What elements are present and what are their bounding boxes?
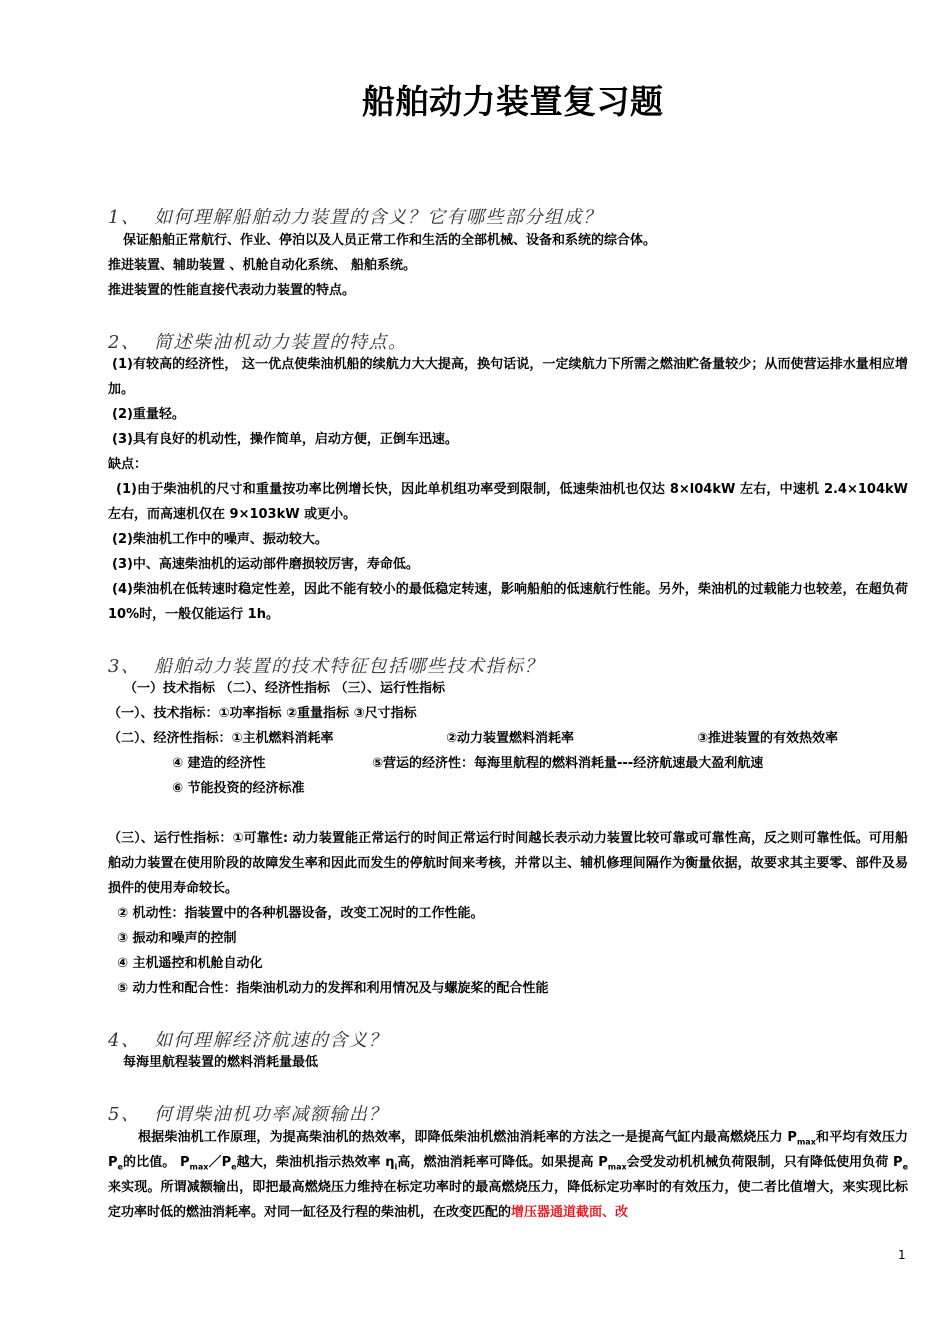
question-number: 4、 <box>108 1030 141 1051</box>
question-number: 1、 <box>108 207 141 228</box>
disadvantage-4: (4)柴油机在低转速时稳定性差，因此不能有较小的最低稳定转速，影响船舶的低速航行性能。另外，柴油机的过载能力也较差，在超负荷 10%时，一般仅能运行 1h。 <box>108 582 908 622</box>
answer-5-paragraph: 根据柴油机工作原理，为提高柴油机的热效率，即降低柴油机燃油消耗率的方法之一是提高气缸内最高燃烧压力 $P_{max}$和平均有效压力 $P_e$的比值。 $P_{max}/P_e$越大，柴油机指示热效率 $\eta_i$高，燃油消耗率可降低。如果提高 $P_{max}$会受发动机机械负荷限制，只有降低使用负荷 $P_e$来实现。所谓减额输出，即把最高燃烧压力维持在标定功率时的最高燃烧压力，降低标定功率时的有效压力，使二者比值增大，来实现比标定功率时低的燃油消耗率。对同一缸径及行程的柴油机，在改变匹配的增压器通道截面、改 <box>108 1130 909 1220</box>
question-text: 如何理解经济航速的含义？ <box>154 1030 388 1051</box>
question-number: 5、 <box>108 1104 141 1125</box>
operational-indicator-1: （三）、运行性指标：①可靠性: 动力装置能正常运行的时间正常运行时间越长表示动力装置比较可靠或可靠性高，反之则可靠性低。可用船舶动力装置在使用阶段的故障发生率和因此而发生的停航时间来考核，并常以主、辅机修理间隔作为衡量依据，故要求其主要零、部件及易损件的使用寿命较长。 <box>108 831 908 896</box>
question-text: 简述柴油机动力装置的特点。 <box>154 332 408 353</box>
disadvantages-label: 缺点： <box>108 457 148 472</box>
question-3 <box>108 652 544 678</box>
economic-indicator-1: （二）、经济性指标：①主机燃料消耗率 <box>108 731 334 746</box>
question-5 <box>108 1100 388 1126</box>
operational-indicator-3: ③ 振动和噪声的控制 <box>117 931 237 946</box>
technical-indicators: （一）、技术指标：①功率指标 ②重量指标 ③尺寸指标 <box>108 706 417 721</box>
question-text: 何谓柴油机功率减额输出？ <box>154 1104 388 1125</box>
operational-indicator-4: ④ 主机遥控和机舱自动化 <box>117 956 263 971</box>
answer-1-line-3: 推进装置的性能直接代表动力装置的特点。 <box>108 283 356 298</box>
disadvantage-3: (3)中、高速柴油机的运动部件磨损较厉害，寿命低。 <box>112 557 419 572</box>
question-2 <box>108 328 408 354</box>
economic-indicator-5: ⑤营运的经济性：每海里航程的燃料消耗量---经济航速最大盈利航速 <box>372 756 764 771</box>
question-4 <box>108 1026 388 1052</box>
question-number: 2、 <box>108 332 141 353</box>
economic-indicator-2: ②动力装置燃料消耗率 <box>446 731 575 746</box>
question-number: 3、 <box>108 656 141 677</box>
disadvantage-2: (2)柴油机工作中的噪声、振动较大。 <box>112 532 328 547</box>
advantage-3: (3)具有良好的机动性，操作简单，启动方便，正倒车迅速。 <box>112 432 458 447</box>
indicator-overview: （一）技术指标 （二）、经济性指标 （三）、运行性指标 <box>124 681 446 696</box>
economic-indicator-4: ④ 建造的经济性 <box>172 756 266 771</box>
page-number: 1 <box>898 1248 906 1262</box>
answer-1-line-2: 推进装置、辅助装置 、机舱自动化系统、 船舶系统。 <box>108 258 417 273</box>
question-text: 如何理解船舶动力装置的含义？它有哪些部分组成？ <box>154 207 603 228</box>
operational-indicator-5: ⑤ 动力性和配合性：指柴油机动力的发挥和利用情况及与螺旋桨的配合性能 <box>117 981 549 996</box>
economic-indicator-3: ③推进装置的有效热效率 <box>697 731 839 746</box>
question-1 <box>108 203 603 229</box>
economic-indicator-6: ⑥ 节能投资的经济标准 <box>172 781 305 796</box>
page-title: 船舶动力装置复习题 <box>362 82 664 121</box>
disadvantage-1: (1)由于柴油机的尺寸和重量按功率比例增长快，因此单机组功率受到限制，低速柴油机也仅达 8×l04kW 左右，中速机 2.4×104kW 左右，而高速机仅在 9×103kW 或更小。 <box>108 482 908 522</box>
answer-4: 每海里航程装置的燃料消耗量最低 <box>123 1055 319 1070</box>
question-text: 船舶动力装置的技术特征包括哪些技术指标？ <box>154 656 544 677</box>
advantage-1: (1)有较高的经济性， 这一优点使柴油机船的续航力大大提高，换句话说，一定续航力下所需之燃油贮备量较少；从而使营运排水量相应增加。 <box>108 357 908 397</box>
highlighted-text: 增压器通道截面、改 <box>511 1205 629 1220</box>
operational-indicator-2: ② 机动性：指装置中的各种机器设备，改变工况时的工作性能。 <box>117 906 484 921</box>
answer-1-line-1: 保证船舶正常航行、作业、停泊以及人员正常工作和生活的全部机械、设备和系统的综合体。 <box>123 233 657 248</box>
advantage-2: (2)重量轻。 <box>112 407 185 422</box>
